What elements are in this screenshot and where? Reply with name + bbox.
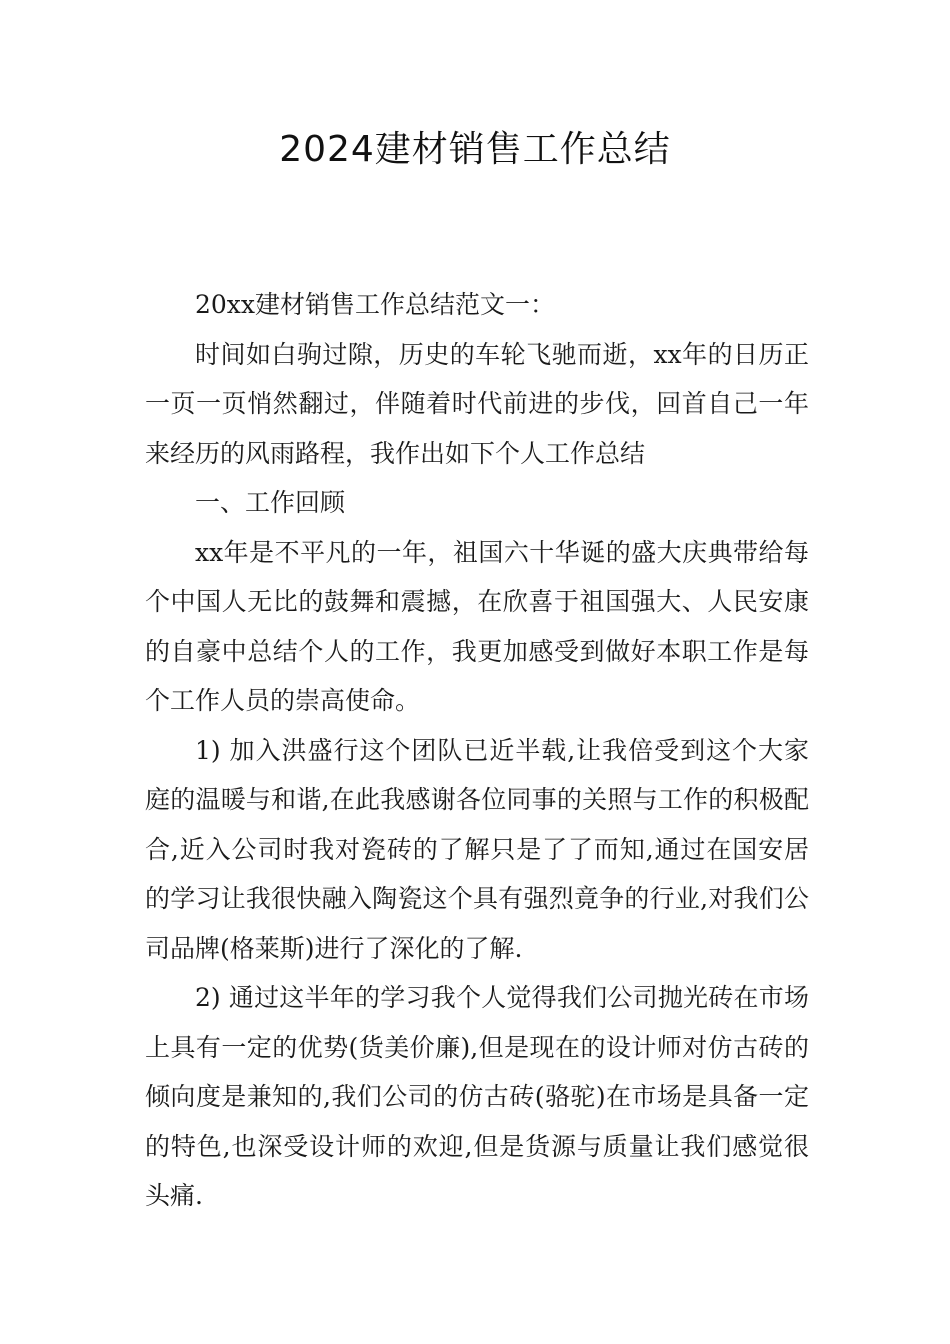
paragraph-intro-heading: 20xx建材销售工作总结范文一： (195, 290, 556, 319)
paragraph-opening: 时间如白驹过隙，历史的车轮飞驰而逝，xx年的日历正一页一页悄然翻过，伴随着时代前进的步伐，回首自己一年来经历的风雨路程，我作出如下个人工作总结 (145, 339, 809, 468)
document-title: 2024建材销售工作总结 (279, 129, 671, 170)
paragraph-point-1: 1) 加入洪盛行这个团队已近半载,让我倍受到这个大家庭的温暖与和谐,在此我感谢各位同事的关照与工作的积极配合,近入公司时我对瓷砖的了解只是了了而知,通过在国安居的学习让我很快融入陶瓷这个具有强烈竟争的行业,对我们公司品牌(格莱斯)进行了深化的了解. (145, 735, 809, 963)
paragraph-point-2: 2) 通过这半年的学习我个人觉得我们公司抛光砖在市场上具有一定的优势(货美价廉),但是现在的设计师对仿古砖的倾向度是兼知的,我们公司的仿古砖(骆驼)在市场是具备一定的特色,也深受设计师的欢迎,但是货源与质量让我们感觉很头痛. (145, 983, 809, 1210)
paragraph-year-review: xx年是不平凡的一年，祖国六十华诞的盛大庆典带给每个中国人无比的鼓舞和震撼，在欣喜于祖国强大、人民安康的自豪中总结个人的工作，我更加感受到做好本职工作是每个工作人员的崇高使命。 (145, 537, 809, 715)
section-heading-work-review: 一、工作回顾 (195, 488, 346, 517)
document-body (145, 280, 809, 1221)
